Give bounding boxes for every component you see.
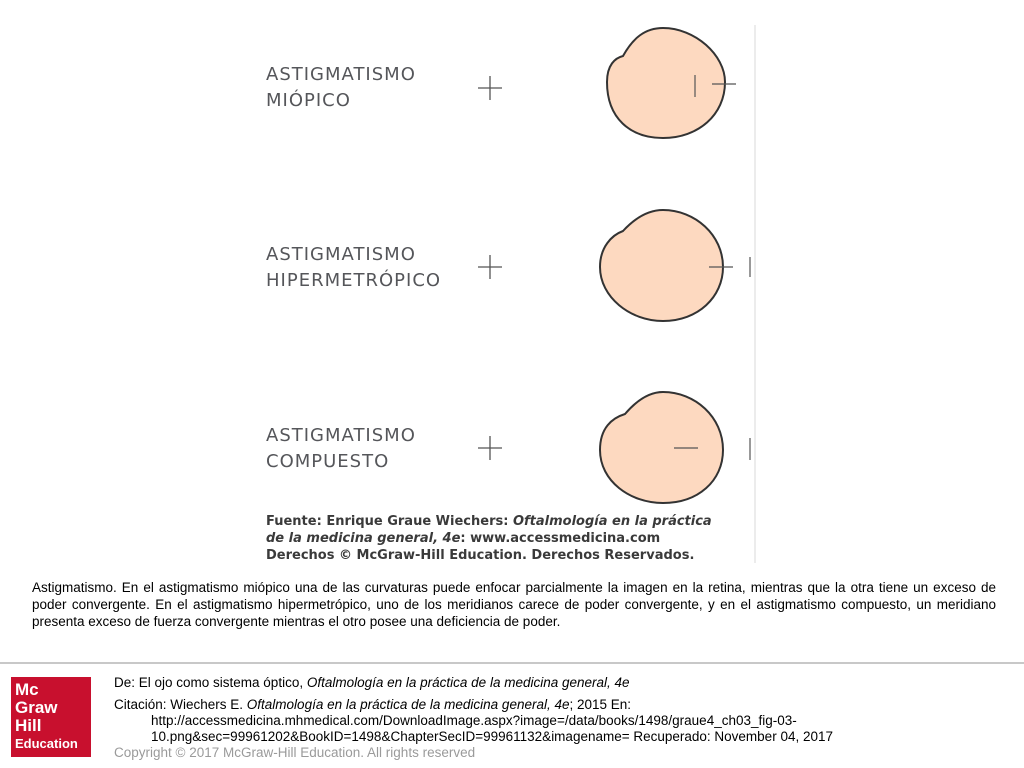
label-line: ASTIGMATISMO [266, 425, 416, 446]
label-line: ASTIGMATISMO [266, 244, 416, 265]
book-title: Oftalmología en la práctica de la medicina general, 4e [306, 675, 630, 690]
label-line: ASTIGMATISMO [266, 64, 416, 85]
mcgraw-hill-logo: Mc Graw Hill Education [11, 677, 91, 757]
eyeball [607, 28, 725, 138]
figure-source [266, 513, 712, 564]
figure-caption: Astigmatismo. En el astigmatismo miópico una de las curvaturas puede enfocar parcialmente la imagen en la retina, mientras que la otra tiene un exceso de poder convergente. En el astigmatismo hipermetrópico, uno de los meridianos carece de poder convergente, y en el astigmatismo compuesto, un meridiano presenta exceso de fuerza convergente mientras el otro posee una deficiencia de poder. [32, 580, 996, 629]
book-title: Oftalmología en la práctica de la medicina general, 4e [246, 697, 570, 712]
citation: Citación: Wiechers E. Oftalmología en la práctica de la medicina general, 4e; 2015 En: [114, 697, 632, 712]
label-myopic [266, 62, 416, 114]
source-title: Oftalmología en la práctica [512, 514, 712, 529]
label-hyperopic [266, 242, 441, 294]
citation-url-line2[interactable]: 10.png&sec=99961202&BookID=1498&ChapterSecID=99961132&imagename= Recuperado: November 04, 2017 [151, 729, 833, 744]
label-line: HIPERMETRÓPICO [266, 270, 442, 291]
astigmatism-figure [250, 25, 760, 565]
eye-myopic [478, 28, 736, 138]
copyright-notice: Copyright © 2017 McGraw-Hill Education. All rights reserved [114, 745, 476, 760]
eye-hyperopic [478, 210, 750, 321]
eyeball [600, 210, 723, 321]
source-prefix: Fuente: Enrique Graue Wiechers: [266, 514, 513, 529]
citation-url-line1[interactable]: http://accessmedicina.mhmedical.com/DownloadImage.aspx?image=/data/books/1498/graue4_ch03_fig-03- [151, 713, 797, 728]
eye-compound [478, 392, 750, 503]
eyeball [600, 392, 723, 503]
source-chapter: De: El ojo como sistema óptico, Oftalmología en la práctica de la medicina general, 4e [114, 675, 630, 690]
source-rights: Derechos © McGraw-Hill Education. Derechos Reservados. [266, 548, 695, 563]
source-url: : www.accessmedicina.com [460, 531, 661, 546]
label-line: MIÓPICO [266, 90, 351, 111]
label-compound [266, 423, 416, 475]
footer-divider [0, 662, 1024, 664]
source-title-cont: de la medicina general, 4e [266, 531, 461, 546]
label-line: COMPUESTO [266, 451, 390, 472]
